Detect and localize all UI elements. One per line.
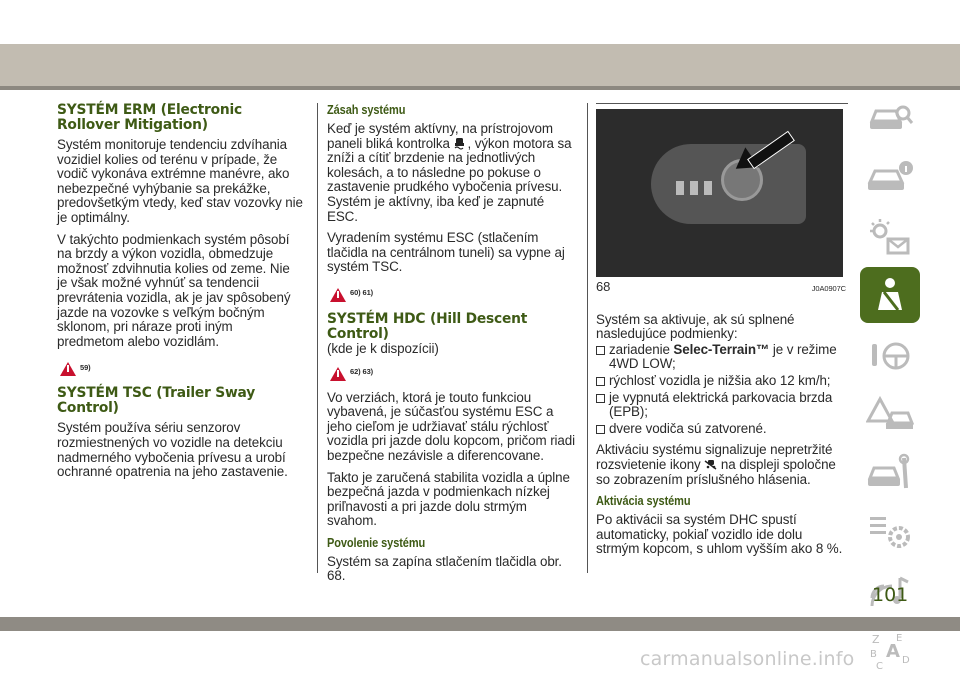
column-2 [327, 103, 578, 591]
svg-text:A: A [886, 640, 900, 662]
car-magnifier-icon [866, 97, 914, 139]
figure-code: J0A0907C [811, 284, 846, 293]
figure-number: 68 [596, 279, 611, 294]
warning-ref-zasah[interactable] [330, 282, 578, 302]
hdc-indicator-icon [704, 458, 717, 471]
aktivacia-heading: Aktivácia systému [596, 494, 691, 509]
zasah-paragraph-1: Keď je systém aktívny, na prístrojovom paneli bliká kontrolka , výkon motora sa zníži a cítiť brzdenie na jednotlivých kolesách, a to následne po pokuse o zastavenie prudkého vybočenia prívesu. Systém je aktívny, iba keď je zapnuté ESC. [327, 121, 572, 224]
warning-ref-hdc[interactable] [330, 361, 578, 381]
povolenie-heading: Povolenie systému [327, 535, 426, 550]
warning-ref-label: 60) 61) [350, 288, 374, 298]
tsc-paragraph-1: Systém používa sériu senzorov rozmiestnených vo vozidle na detekciu nadmerného vybočenia prívesu a urobí ochranné opatrenia na jeho zastavenie. [57, 420, 288, 480]
warning-car-icon [866, 393, 914, 435]
steering-wheel-icon [866, 334, 914, 376]
chapter-tab-warning-lights[interactable] [862, 206, 918, 265]
warning-ref-erm[interactable] [60, 356, 303, 376]
warning-ref-label: 59) [80, 362, 91, 372]
light-envelope-icon [866, 215, 914, 257]
warning-ref-label: 62) 63) [350, 366, 374, 376]
warning-triangle-icon [60, 362, 76, 376]
svg-text:Z: Z [872, 632, 880, 646]
svg-text:C: C [876, 660, 883, 671]
column-divider-1 [317, 103, 318, 573]
erm-paragraph-1: Systém monitoruje tendenciu zdvíhania vozidiel kolies od terénu v prípade, že vodič vykonáva extrémne manévre, ako nebezpečné vyhýbanie sa prekážke, predovšetkým vtedy, keď stav vozovky nie je optimálny. [57, 137, 303, 225]
page-number: 101 [872, 584, 909, 606]
povolenie-paragraph-1: Systém sa zapína stlačením tlačidla obr. 68. [327, 553, 562, 584]
footer-band [0, 617, 960, 631]
chapter-tab-controls[interactable] [862, 147, 918, 206]
condition-4: dvere vodiča sú zatvorené. [596, 422, 846, 437]
figure-68-photo [596, 109, 843, 277]
checkbox-icon [596, 425, 605, 434]
chapter-tab-starting-driving[interactable] [862, 325, 918, 384]
condition-3: je vypnutá elektrická parkovacia brzda (EPB); [596, 391, 846, 420]
column-3 [596, 103, 846, 564]
column-divider-2 [587, 103, 588, 573]
chapter-tab-maintenance[interactable] [862, 443, 918, 502]
column-1 [57, 103, 303, 487]
checkbox-icon [596, 377, 605, 386]
erm-heading: SYSTÉM ERM (Electronic Rollover Mitigation) [57, 102, 243, 133]
hdc-paragraph-2: Takto je zaručená stabilita vozidla a úplne bezpečná jazda v podmienkach nízkej priľnavosti a pri jazde dolu strmým svahom. [327, 469, 570, 529]
specs-gear-icon [866, 511, 914, 553]
seatbelt-person-icon [866, 274, 914, 316]
chapter-tab-technical-data[interactable] [862, 502, 918, 561]
condition-1: zariadenie Selec-Terrain™ je v režime 4WD LOW; [596, 343, 846, 372]
tsc-heading: SYSTÉM TSC (Trailer Sway Control) [57, 385, 256, 417]
tsc-warning-light-icon [453, 137, 467, 150]
checkbox-icon [596, 346, 605, 355]
hdc-availability: (kde je k dispozícii) [327, 340, 439, 356]
figure-top-rule [596, 103, 848, 104]
zasah-heading: Zásah systému [327, 103, 406, 117]
aktivacia-paragraph-1: Po aktivácii sa systém DHC spustí automaticky, pokiaľ vozidlo ide dolu strmým kopcom, s uhlom vyšším ako 8 %. [596, 512, 843, 557]
car-info-icon [866, 156, 914, 198]
header-rule [0, 86, 960, 90]
signal-paragraph: Aktiváciu systému signalizuje nepretržité rozsvietenie ikony na displeji spoločne so zobrazením príslušného hlásenia. [596, 442, 836, 487]
watermark: carmanualsonline.info [640, 648, 855, 670]
zasah-paragraph-2: Vyradením systému ESC (stlačením tlačidla na centrálnom tuneli) sa vypne aj systém TSC. [327, 230, 565, 275]
svg-text:B: B [870, 648, 877, 660]
warning-triangle-icon [330, 367, 346, 381]
condition-2: rýchlosť vozidla je nižšia ako 12 km/h; [596, 374, 846, 389]
car-wrench-icon [866, 452, 914, 494]
hdc-heading: SYSTÉM HDC (Hill Descent Control) [327, 310, 528, 342]
checkbox-icon [596, 394, 605, 403]
svg-text:D: D [902, 654, 910, 666]
alphabet-index-icon [866, 629, 914, 671]
svg-text:E: E [896, 632, 903, 644]
header-band [0, 44, 960, 86]
chapter-tab-dashboard[interactable] [862, 88, 918, 147]
chapter-tab-emergency[interactable] [862, 384, 918, 443]
hdc-paragraph-1: Vo verziách, ktorá je touto funkciou vybavená, je súčasťou systému ESC a jeho cieľom je udržiavať stálu rýchlosť vozidla pri jazde dolu kopcom, pričom riadi bezpečne nezávisle a diferencovane. [327, 389, 576, 463]
warning-triangle-icon [330, 288, 346, 302]
figure-caption [596, 280, 846, 297]
activation-intro: Systém sa aktivuje, ak sú splnené nasledujúce podmienky: [596, 311, 795, 342]
erm-paragraph-2: V takýchto podmienkach systém pôsobí na brzdy a výkon vozidla, obmedzuje možnosť zdvihnutia kolies od zeme. Nie je však možné vyhnúť sa tendencii prevrátenia vozidla, ak je jav spôsobený jazde na vozovke s veľkým bočným sklonom, pri náraze proti iným predmetom alebo vozidlám. [57, 231, 291, 349]
chapter-tab-safety[interactable] [860, 267, 920, 323]
